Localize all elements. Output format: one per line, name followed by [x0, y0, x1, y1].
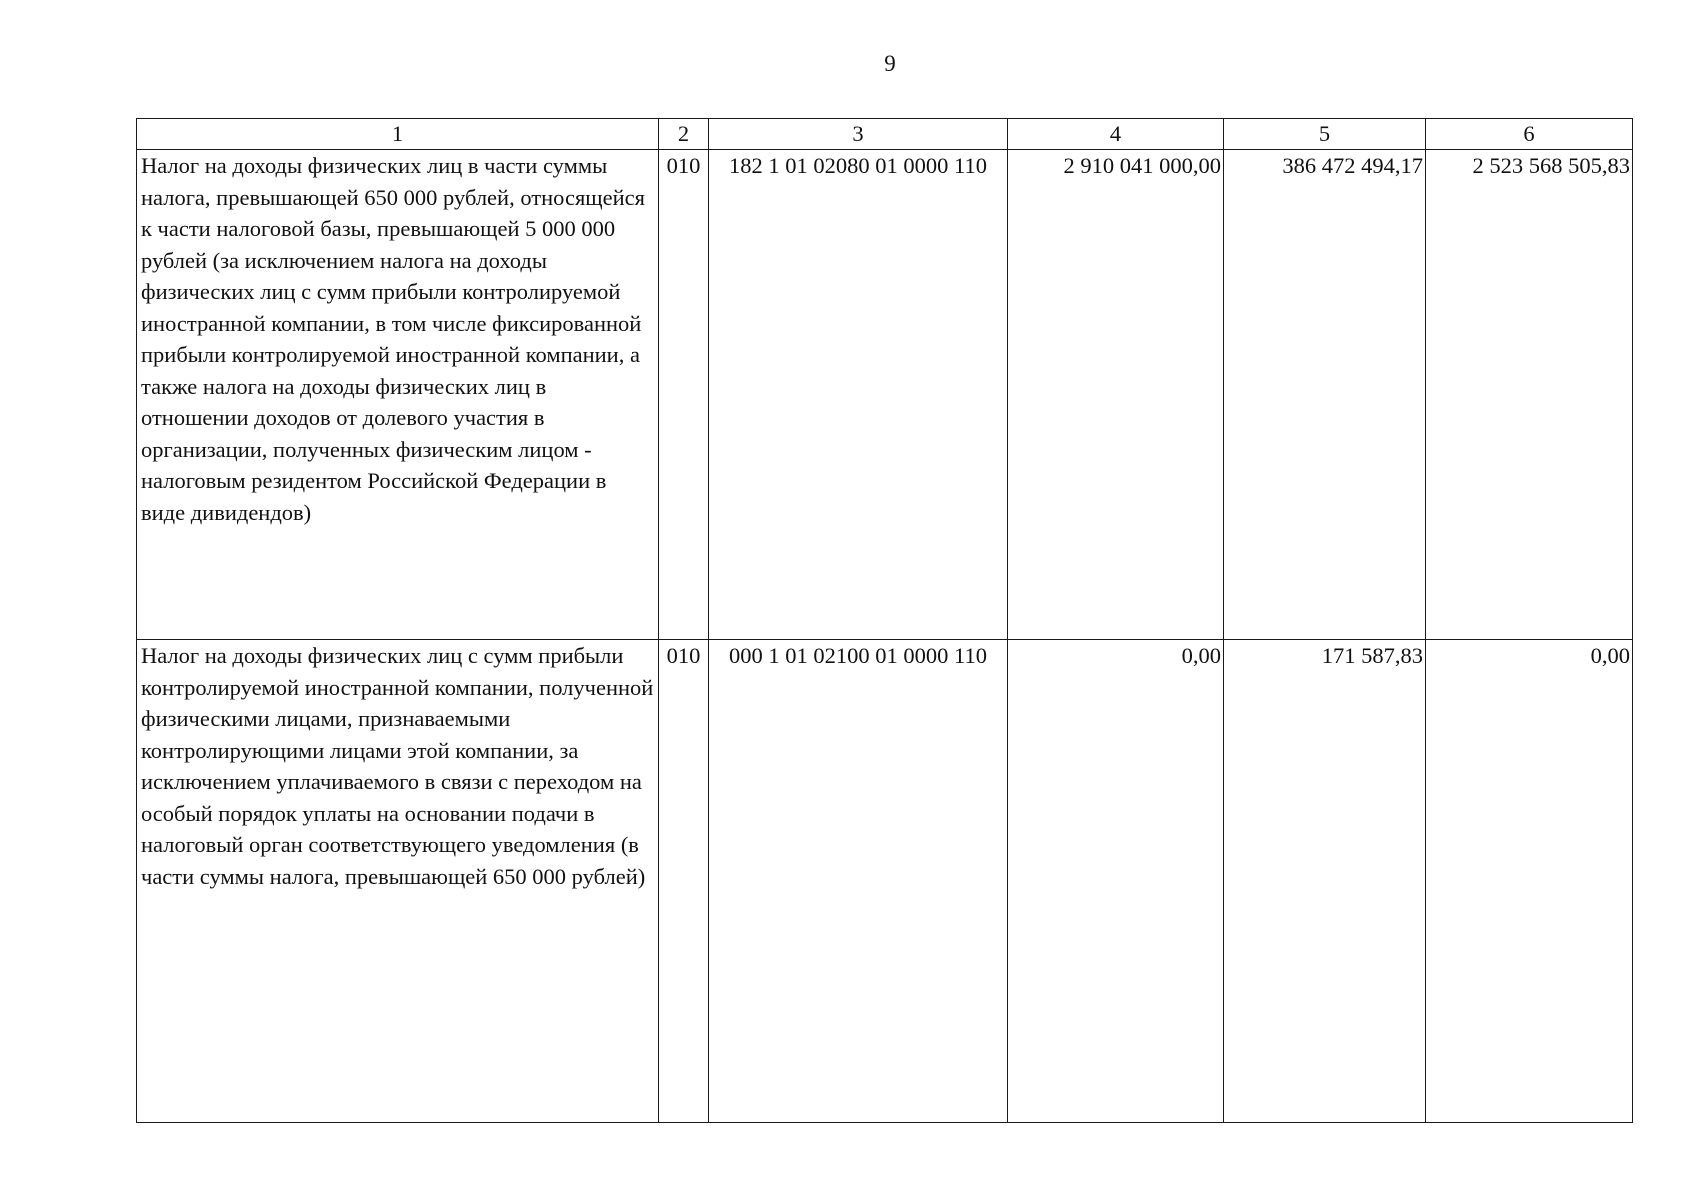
table-header-row — [137, 119, 1633, 150]
row-value-col6: 0,00 — [1426, 640, 1633, 1123]
row-line-code: 010 — [659, 640, 709, 1123]
row-name: Налог на доходы физических лиц с сумм прибыли контролируемой иностранной компании, полученной физическими лицами, признаваемыми контролирующими лицами этой компании, за исключением уплачиваемого в связи с переходом на особый порядок уплаты на основании подачи в налоговый орган соответствующего уведомления (в части суммы налога, превышающей 650 000 рублей) — [137, 640, 659, 1123]
row-name: Налог на доходы физических лиц в части суммы налога, превышающей 650 000 рублей, относящейся к части налоговой базы, превышающей 5 000 000 рублей (за исключением налога на доходы физических лиц с сумм прибыли контролируемой иностранной компании, в том числе фиксированной прибыли контролируемой иностранной компании, а также налога на доходы физических лиц в отношении доходов от долевого участия в организации, полученных физическим лицом - налоговым резидентом Российской Федерации в виде дивидендов) — [137, 150, 659, 640]
column-header-4: 4 — [1008, 119, 1224, 150]
row-value-col4: 0,00 — [1008, 640, 1224, 1123]
column-header-1: 1 — [137, 119, 659, 150]
row-value-col6: 2 523 568 505,83 — [1426, 150, 1633, 640]
row-value-col5: 171 587,83 — [1224, 640, 1426, 1123]
row-value-col5: 386 472 494,17 — [1224, 150, 1426, 640]
column-header-5: 5 — [1224, 119, 1426, 150]
row-kbk-code: 182 1 01 02080 01 0000 110 — [709, 150, 1008, 640]
table-row — [137, 640, 1633, 1123]
row-line-code: 010 — [659, 150, 709, 640]
column-header-3: 3 — [709, 119, 1008, 150]
page-number: 9 — [884, 51, 896, 76]
revenue-table — [136, 118, 1633, 1123]
table-row — [137, 150, 1633, 640]
column-header-2: 2 — [659, 119, 709, 150]
column-header-6: 6 — [1426, 119, 1633, 150]
row-kbk-code: 000 1 01 02100 01 0000 110 — [709, 640, 1008, 1123]
row-value-col4: 2 910 041 000,00 — [1008, 150, 1224, 640]
